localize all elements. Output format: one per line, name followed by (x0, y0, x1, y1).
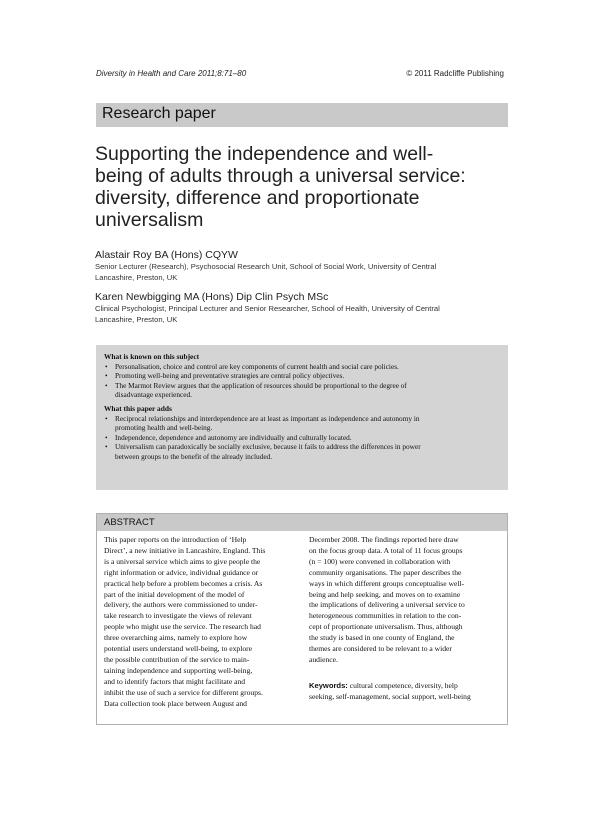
key-points-box (96, 345, 508, 490)
abstract-line: community organisations. The paper describes the (309, 567, 462, 577)
abstract-box (96, 513, 508, 725)
abstract-line: potential users understand well-being, to explore (104, 644, 253, 654)
abstract-left-column (104, 535, 297, 710)
title-line: diversity, difference and proportionate (95, 187, 420, 209)
abstract-line: audience. (309, 654, 338, 664)
known-list (104, 362, 500, 400)
keywords-line (309, 681, 503, 692)
copyright-notice: © 2011 Radcliffe Publishing (406, 69, 504, 78)
author-affiliation (95, 262, 515, 283)
abstract-line: Direct’, a new initiative in Lancashire, England. This (104, 545, 266, 555)
author-name: Karen Newbigging MA (Hons) Dip Clin Psych MSc (95, 291, 329, 303)
known-heading: What is known on this subject (104, 352, 200, 361)
article-type-label: Research paper (102, 105, 216, 122)
list-item-line: • Reciprocal relationships and interdependence are at least as important as independence and autonomy in (115, 413, 420, 423)
list-item (104, 442, 500, 461)
article-title (95, 143, 515, 231)
list-item-line: • Personalisation, choice and control are key components of current health and social care policies. (115, 361, 399, 371)
list-item-line: promoting health and well-being. (115, 423, 213, 433)
list-item-line: • Universalism can paradoxically be socially exclusive, because it fails to address the differences in power (115, 442, 421, 452)
abstract-line: Data collection took place between August and (104, 698, 247, 708)
abstract-line: right information or advice, individual guidance or (104, 567, 259, 577)
running-head (96, 69, 504, 78)
list-item-line: • Promoting well-being and preventative strategies are central policy objectives. (115, 371, 345, 381)
list-item (104, 381, 500, 400)
abstract-line: three overarching aims, namely to explore how (104, 633, 248, 643)
abstract-line: inhibit the use of such a service for different groups. (104, 687, 263, 697)
abstract-line: the implications of delivering a universal service to (309, 600, 465, 610)
author-block (95, 291, 515, 325)
list-item (104, 433, 500, 443)
keywords (309, 681, 503, 703)
abstract-line: heterogeneous communities in relation to the con- (309, 611, 462, 621)
abstract-line: is a universal service which aims to give people the (104, 556, 261, 566)
abstract-heading: ABSTRACT (104, 517, 155, 528)
list-item-line: between groups to the benefit of the already included. (115, 451, 273, 461)
abstract-line: December 2008. The findings reported here draw (309, 535, 459, 544)
affiliation-line: Lancashire, Preston, UK (95, 272, 178, 282)
list-item-line: • Independence, dependence and autonomy are individually and culturally located. (115, 432, 352, 442)
keywords-line: seeking, self-management, social support, well-being (309, 691, 471, 701)
abstract-line: cept of proportionate universalism. Thus, although (309, 622, 463, 632)
abstract-line: people who might use the service. The research had (104, 622, 261, 632)
abstract-line: (n = 100) were convened in collaboration with (309, 556, 451, 566)
list-item-line: • The Marmot Review argues that the application of resources should be proportional to the degree of (115, 380, 407, 390)
adds-list (104, 414, 500, 462)
article-type-band (96, 103, 508, 127)
abstract-line: take research to investigate the views of relevant (104, 611, 252, 621)
title-line: universalism (95, 209, 204, 231)
list-item (104, 362, 500, 372)
abstract-line: ways in which different groups conceptualise well- (309, 578, 465, 588)
author-name: Alastair Roy BA (Hons) CQYW (95, 249, 238, 261)
author-affiliation (95, 304, 515, 325)
abstract-line: delivery, the authors were commissioned to under- (104, 600, 258, 610)
abstract-header (97, 514, 507, 531)
abstract-line: being and help seeking, and moves on to examine (309, 589, 461, 599)
affiliation-line: Lancashire, Preston, UK (95, 314, 178, 324)
abstract-line: taining independence and supporting well-being, (104, 665, 253, 675)
abstract-line: and to identify factors that might facilitate and (104, 676, 246, 686)
list-item (104, 414, 500, 433)
list-item (104, 371, 500, 381)
author-block (95, 249, 515, 283)
list-item-line: disadvantage experienced. (115, 390, 192, 400)
keywords-text: cultural competence, diversity, help (349, 681, 458, 690)
journal-citation: Diversity in Health and Care 2011;8:71–80 (96, 69, 247, 78)
abstract-line: practical help before a problem becomes a crisis. As (104, 578, 263, 588)
abstract-line: on the focus group data. A total of 11 focus groups (309, 545, 463, 555)
title-line: Supporting the independence and well- (95, 143, 434, 165)
affiliation-line: Senior Lecturer (Research), Psychosocial Research Unit, School of Social Work, University of Central (95, 262, 437, 271)
abstract-line: the possible contribution of the service to main- (104, 654, 250, 664)
abstract-line: themes are considered to be relevant to a wider (309, 644, 452, 654)
adds-heading: What this paper adds (104, 403, 172, 413)
keywords-label: Keywords: (309, 681, 348, 690)
title-line: being of adults through a universal service: (95, 165, 466, 187)
affiliation-line: Clinical Psychologist, Principal Lecturer and Senior Researcher, School of Health, University of Central (95, 304, 440, 313)
abstract-line: the study is based in one county of England, the (309, 633, 455, 643)
abstract-line: This paper reports on the introduction of ‘Help (104, 535, 247, 544)
abstract-right-column (309, 535, 501, 666)
abstract-line: part of the initial development of the model of (104, 589, 245, 599)
